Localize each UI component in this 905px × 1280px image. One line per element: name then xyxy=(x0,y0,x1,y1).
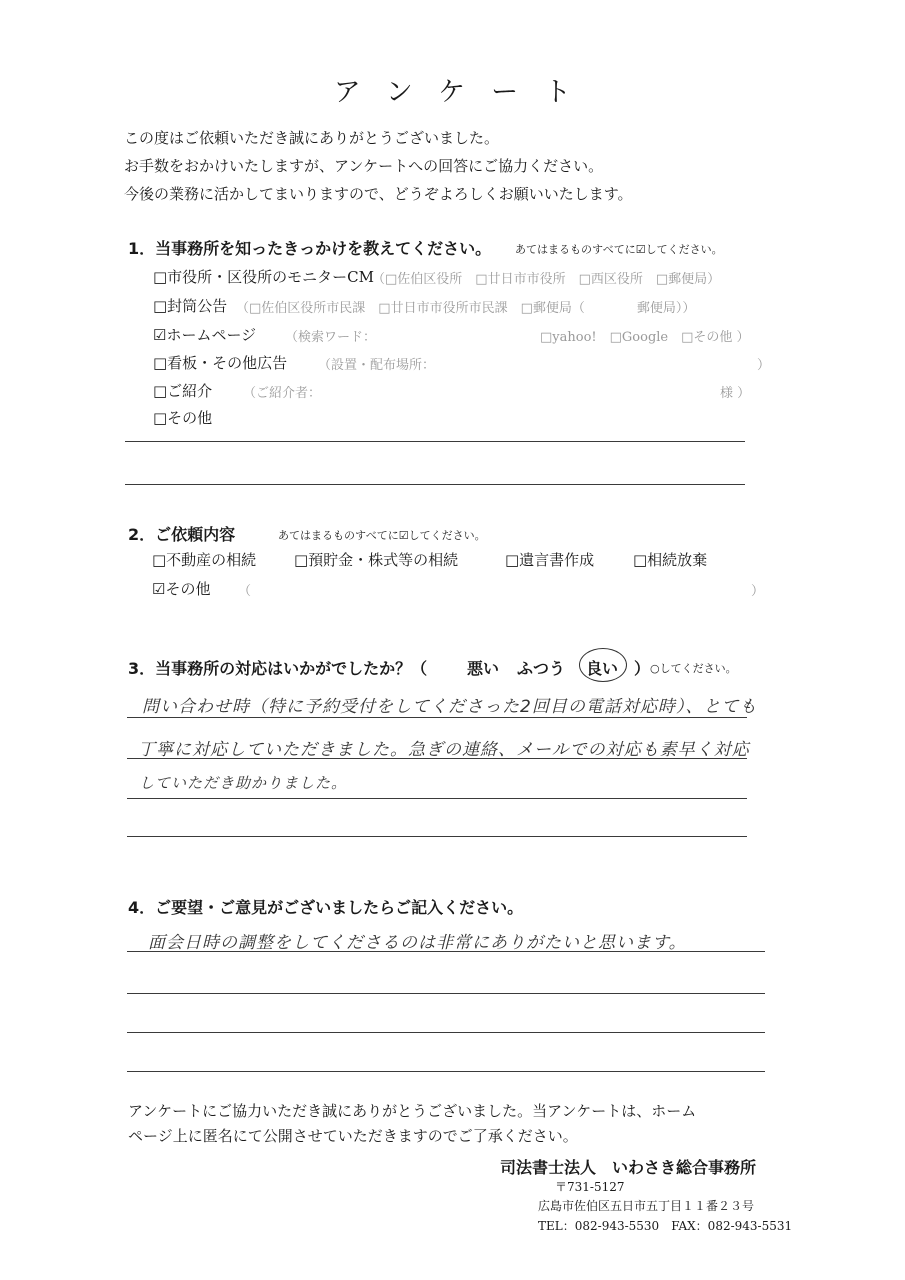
q3-answer-text: 問い合わせ時（特に予約受付をしてくださった2回目の電話対応時）、とても xyxy=(142,697,758,717)
office-contact: TEL：082-943-5530 FAX：082-943-5531 xyxy=(538,1219,793,1233)
q3-selected-circle xyxy=(579,648,627,682)
q1-option-envelope: □封筒公告 xyxy=(153,297,228,315)
q1-answer-line xyxy=(125,441,745,442)
q2-option-will: □遺言書作成 xyxy=(505,551,595,569)
q3-answer-line xyxy=(127,758,747,759)
q3-heading: 3．当事務所の対応はいかがでしたか？（ xyxy=(128,659,428,678)
q3-choice-good: 良い xyxy=(586,659,619,678)
q2-heading: 2．ご依頼内容 xyxy=(128,525,236,544)
intro-line: この度はご依頼いただき誠にありがとうございました。 xyxy=(124,129,500,147)
footer-line: ページ上に匿名にて公開させていただきますのでご了承ください。 xyxy=(128,1127,578,1145)
q3-close-paren: ） xyxy=(634,659,651,678)
q3-choice-bad: 悪い xyxy=(467,659,500,678)
q1-answer-line xyxy=(125,484,745,485)
q1-paren-monitor-cm: （□佐伯区役所 □廿日市市役所 □西区役所 □郵便局） xyxy=(372,272,721,287)
q4-answer-text: 面会日時の調整をしてくださるのは非常にありがたいと思います。 xyxy=(148,933,687,953)
q1-option-referral: □ご紹介 xyxy=(153,382,213,400)
q1-paren-referral-close: 様 ） xyxy=(720,386,751,401)
q1-option-homepage: ☑ホームページ xyxy=(153,326,257,344)
intro-line: お手数をおかけいたしますが、アンケートへの回答にご協力ください。 xyxy=(124,157,604,175)
q2-option-real-estate: □不動産の相続 xyxy=(152,551,257,569)
q1-option-signboard: □看板・その他広告 xyxy=(153,354,288,372)
q4-answer-line xyxy=(127,951,765,952)
q1-paren-signboard: （設置・配布場所： xyxy=(318,358,436,373)
office-address: 広島市佐伯区五日市五丁目１１番２３号 xyxy=(538,1199,755,1213)
q3-answer-line xyxy=(127,836,747,837)
q1-option-monitor-cm: □市役所・区役所のモニターCM xyxy=(153,268,375,286)
q4-answer-line xyxy=(127,993,765,994)
q2-option-other: ☑その他 xyxy=(152,580,211,598)
q1-paren-homepage-engines: □yahoo! □Google □その他 ） xyxy=(540,330,750,345)
intro-line: 今後の業務に活かしてまいりますので、どうぞよろしくお願いいたします。 xyxy=(124,185,633,203)
page-title: アンケート xyxy=(333,77,598,108)
q1-heading: 1．当事務所を知ったきっかけを教えてください。 xyxy=(128,239,492,258)
q4-heading: 4．ご要望・ご意見がございましたらご記入ください。 xyxy=(128,898,524,917)
q2-other-paren-close: ） xyxy=(751,584,765,599)
q2-other-paren-open: （ xyxy=(238,584,252,599)
q1-paren-homepage: （検索ワード： xyxy=(285,330,377,345)
q3-answer-line xyxy=(127,717,747,718)
q1-note: あてはまるものすべてに☑してください。 xyxy=(515,243,723,256)
q4-answer-line xyxy=(127,1071,765,1072)
q3-note: ○してください。 xyxy=(650,662,737,675)
q3-choice-normal: ふつう xyxy=(517,659,566,678)
office-name: 司法書士法人 いわさき総合事務所 xyxy=(500,1158,757,1177)
q1-paren-referral: （ご紹介者： xyxy=(243,386,322,401)
q3-answer-text: 丁寧に対応していただきました。急ぎの連絡、メールでの対応も素早く対応 xyxy=(138,740,750,760)
q3-answer-text: していただき助かりました。 xyxy=(139,774,348,792)
q1-paren-envelope: （□佐伯区役所市民課 □廿日市市役所市民課 □郵便局（ 郵便局）） xyxy=(236,301,696,316)
footer-line: アンケートにご協力いただき誠にありがとうございました。当アンケートは、ホーム xyxy=(128,1102,697,1120)
q1-paren-signboard-close: ） xyxy=(757,358,771,373)
q4-answer-line xyxy=(127,1032,765,1033)
q2-option-savings-stocks: □預貯金・株式等の相続 xyxy=(294,551,459,569)
q2-option-renunciation: □相続放棄 xyxy=(633,551,708,569)
office-postal: 〒731-5127 xyxy=(555,1180,625,1194)
q3-answer-line xyxy=(127,798,747,799)
q2-note: あてはまるものすべてに☑してください。 xyxy=(278,529,486,542)
q1-option-other: □その他 xyxy=(153,409,213,427)
